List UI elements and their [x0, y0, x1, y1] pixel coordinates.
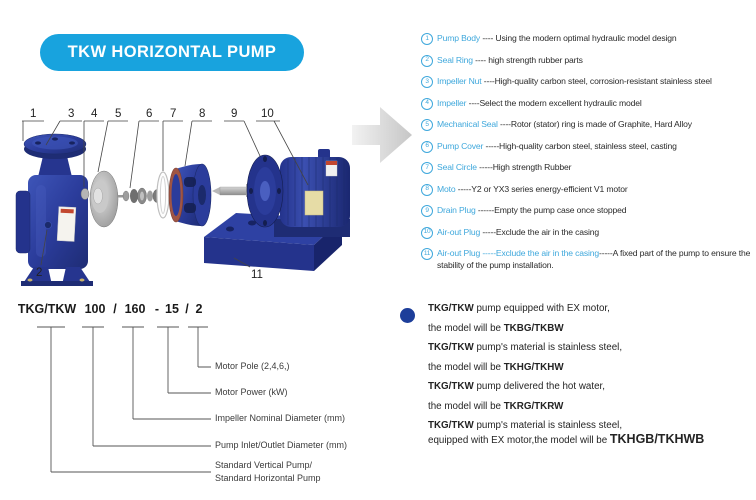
model-code-section — [17, 300, 370, 495]
list-item — [421, 248, 756, 271]
list-item — [421, 119, 756, 131]
note-line: the model will be TKHG/TKHW — [428, 361, 564, 373]
impeller-illustration — [90, 171, 118, 227]
code-token-slash: / — [113, 302, 117, 316]
label-motor-pole: Motor Pole (2,4,6,) — [215, 361, 290, 371]
list-item — [421, 227, 756, 239]
part-text: Air-out Plug -----Exclude the air in the casing — [437, 226, 600, 237]
item-number-badge: 9 — [421, 205, 433, 217]
note-line: TKG/TKW pump's material is stainless steel, — [428, 342, 623, 353]
part-text: Impeller ----Select the modern excellent hydraulic model — [437, 97, 642, 108]
list-item — [421, 33, 756, 45]
list-item — [421, 141, 756, 153]
item-number-badge: 2 — [421, 55, 433, 67]
impeller-nut-illustration — [81, 189, 89, 200]
item-number-badge: 7 — [421, 162, 433, 174]
callout-3: 3 — [68, 108, 75, 120]
label-motor-power: Motor Power (kW) — [215, 387, 288, 397]
title-banner — [40, 34, 304, 71]
code-token-inlet: 100 — [84, 302, 106, 316]
list-item — [421, 76, 756, 88]
part-text: Seal Ring ---- high strength rubber parts — [437, 54, 583, 65]
ex-motor-lines — [428, 303, 754, 447]
callout-11: 11 — [251, 269, 263, 281]
callout-10: 10 — [261, 108, 274, 120]
part-text: Mechanical Seal ----Rotor (stator) ring is made of Graphite, Hard Alloy — [437, 119, 692, 129]
pump-exploded-diagram — [8, 95, 418, 300]
item-number-badge: 6 — [421, 141, 433, 153]
code-token-power: 15 — [165, 302, 179, 316]
callout-7: 7 — [170, 108, 177, 120]
item-number-badge: 3 — [421, 76, 433, 88]
bullet-dot-icon — [400, 308, 415, 323]
note-line: TKG/TKW pump delivered the hot water, — [428, 381, 605, 392]
note-line: TKG/TKW pump equipped with EX motor, — [428, 303, 610, 314]
list-item — [421, 184, 756, 196]
list-item — [421, 205, 756, 217]
callout-6: 6 — [146, 108, 153, 120]
code-token-series: TKG/TKW — [17, 302, 77, 316]
callout-1: 1 — [30, 108, 37, 120]
callout-8: 8 — [199, 108, 206, 120]
label-standard-horizontal: Standard Horizontal Pump — [215, 473, 321, 483]
list-item — [421, 162, 756, 174]
pump-body-illustration — [16, 134, 93, 286]
pump-cover-illustration — [169, 164, 211, 226]
part-text: Pump Cover -----High-quality carbon steel, stainless steel, casting — [437, 140, 677, 151]
note-line: equipped with EX motor,the model will be TKHGB/TKHWB — [428, 432, 705, 446]
list-item — [421, 98, 756, 110]
item-number-badge: 10 — [421, 227, 433, 239]
seal-circle-illustration — [157, 172, 169, 218]
item-number-badge: 4 — [421, 98, 433, 110]
item-number-badge: 1 — [421, 33, 433, 45]
motor-illustration — [212, 149, 350, 227]
label-standard-vertical: Standard Vertical Pump/ — [215, 460, 313, 470]
callout-9: 9 — [231, 108, 238, 120]
part-text: Moto -----Y2 or YX3 series energy-efficient V1 motor — [437, 183, 628, 194]
parts-list — [421, 33, 756, 281]
part-text: Seal Circle -----High strength Rubber — [437, 162, 572, 172]
part-text: Impeller Nut ----High-quality carbon steel, corrosion-resistant stainless steel — [437, 76, 712, 86]
code-token-impeller: 160 — [124, 302, 146, 316]
part-text: Pump Body ---- Using the modern optimal hydraulic model design — [437, 33, 677, 43]
note-line: the model will be TKRG/TKRW — [428, 400, 564, 412]
code-token-dash: - — [154, 302, 160, 316]
item-number-badge: 5 — [421, 119, 433, 131]
model-code-connector-lines — [25, 300, 370, 495]
label-inlet-outlet: Pump Inlet/Outlet Diameter (mm) — [215, 440, 348, 450]
right-arrow-icon — [352, 107, 412, 163]
mechanical-seal-illustration — [118, 188, 161, 204]
code-token-pole: 2 — [195, 302, 203, 316]
ex-motor-notes — [398, 303, 754, 455]
part-text: Air-out Plug -----Exclude the air in the casing-----A fixed part of the pump to ensure the stability of the pump installation. — [437, 248, 751, 270]
code-token-slash2: / — [185, 302, 189, 316]
part-text: Drain Plug ------Empty the pump case once stopped — [437, 205, 627, 215]
page-title: TKW HORIZONTAL PUMP — [67, 43, 277, 61]
item-number-badge: 8 — [421, 184, 433, 196]
note-line: the model will be TKBG/TKBW — [428, 322, 564, 334]
list-item — [421, 55, 756, 67]
callout-2: 2 — [36, 267, 43, 279]
callout-4: 4 — [91, 108, 98, 120]
callout-5: 5 — [115, 108, 122, 120]
label-impeller-diameter: Impeller Nominal Diameter (mm) — [215, 413, 346, 423]
note-line: TKG/TKW pump's material is stainless steel, — [428, 420, 623, 431]
item-number-badge: 11 — [421, 248, 433, 260]
